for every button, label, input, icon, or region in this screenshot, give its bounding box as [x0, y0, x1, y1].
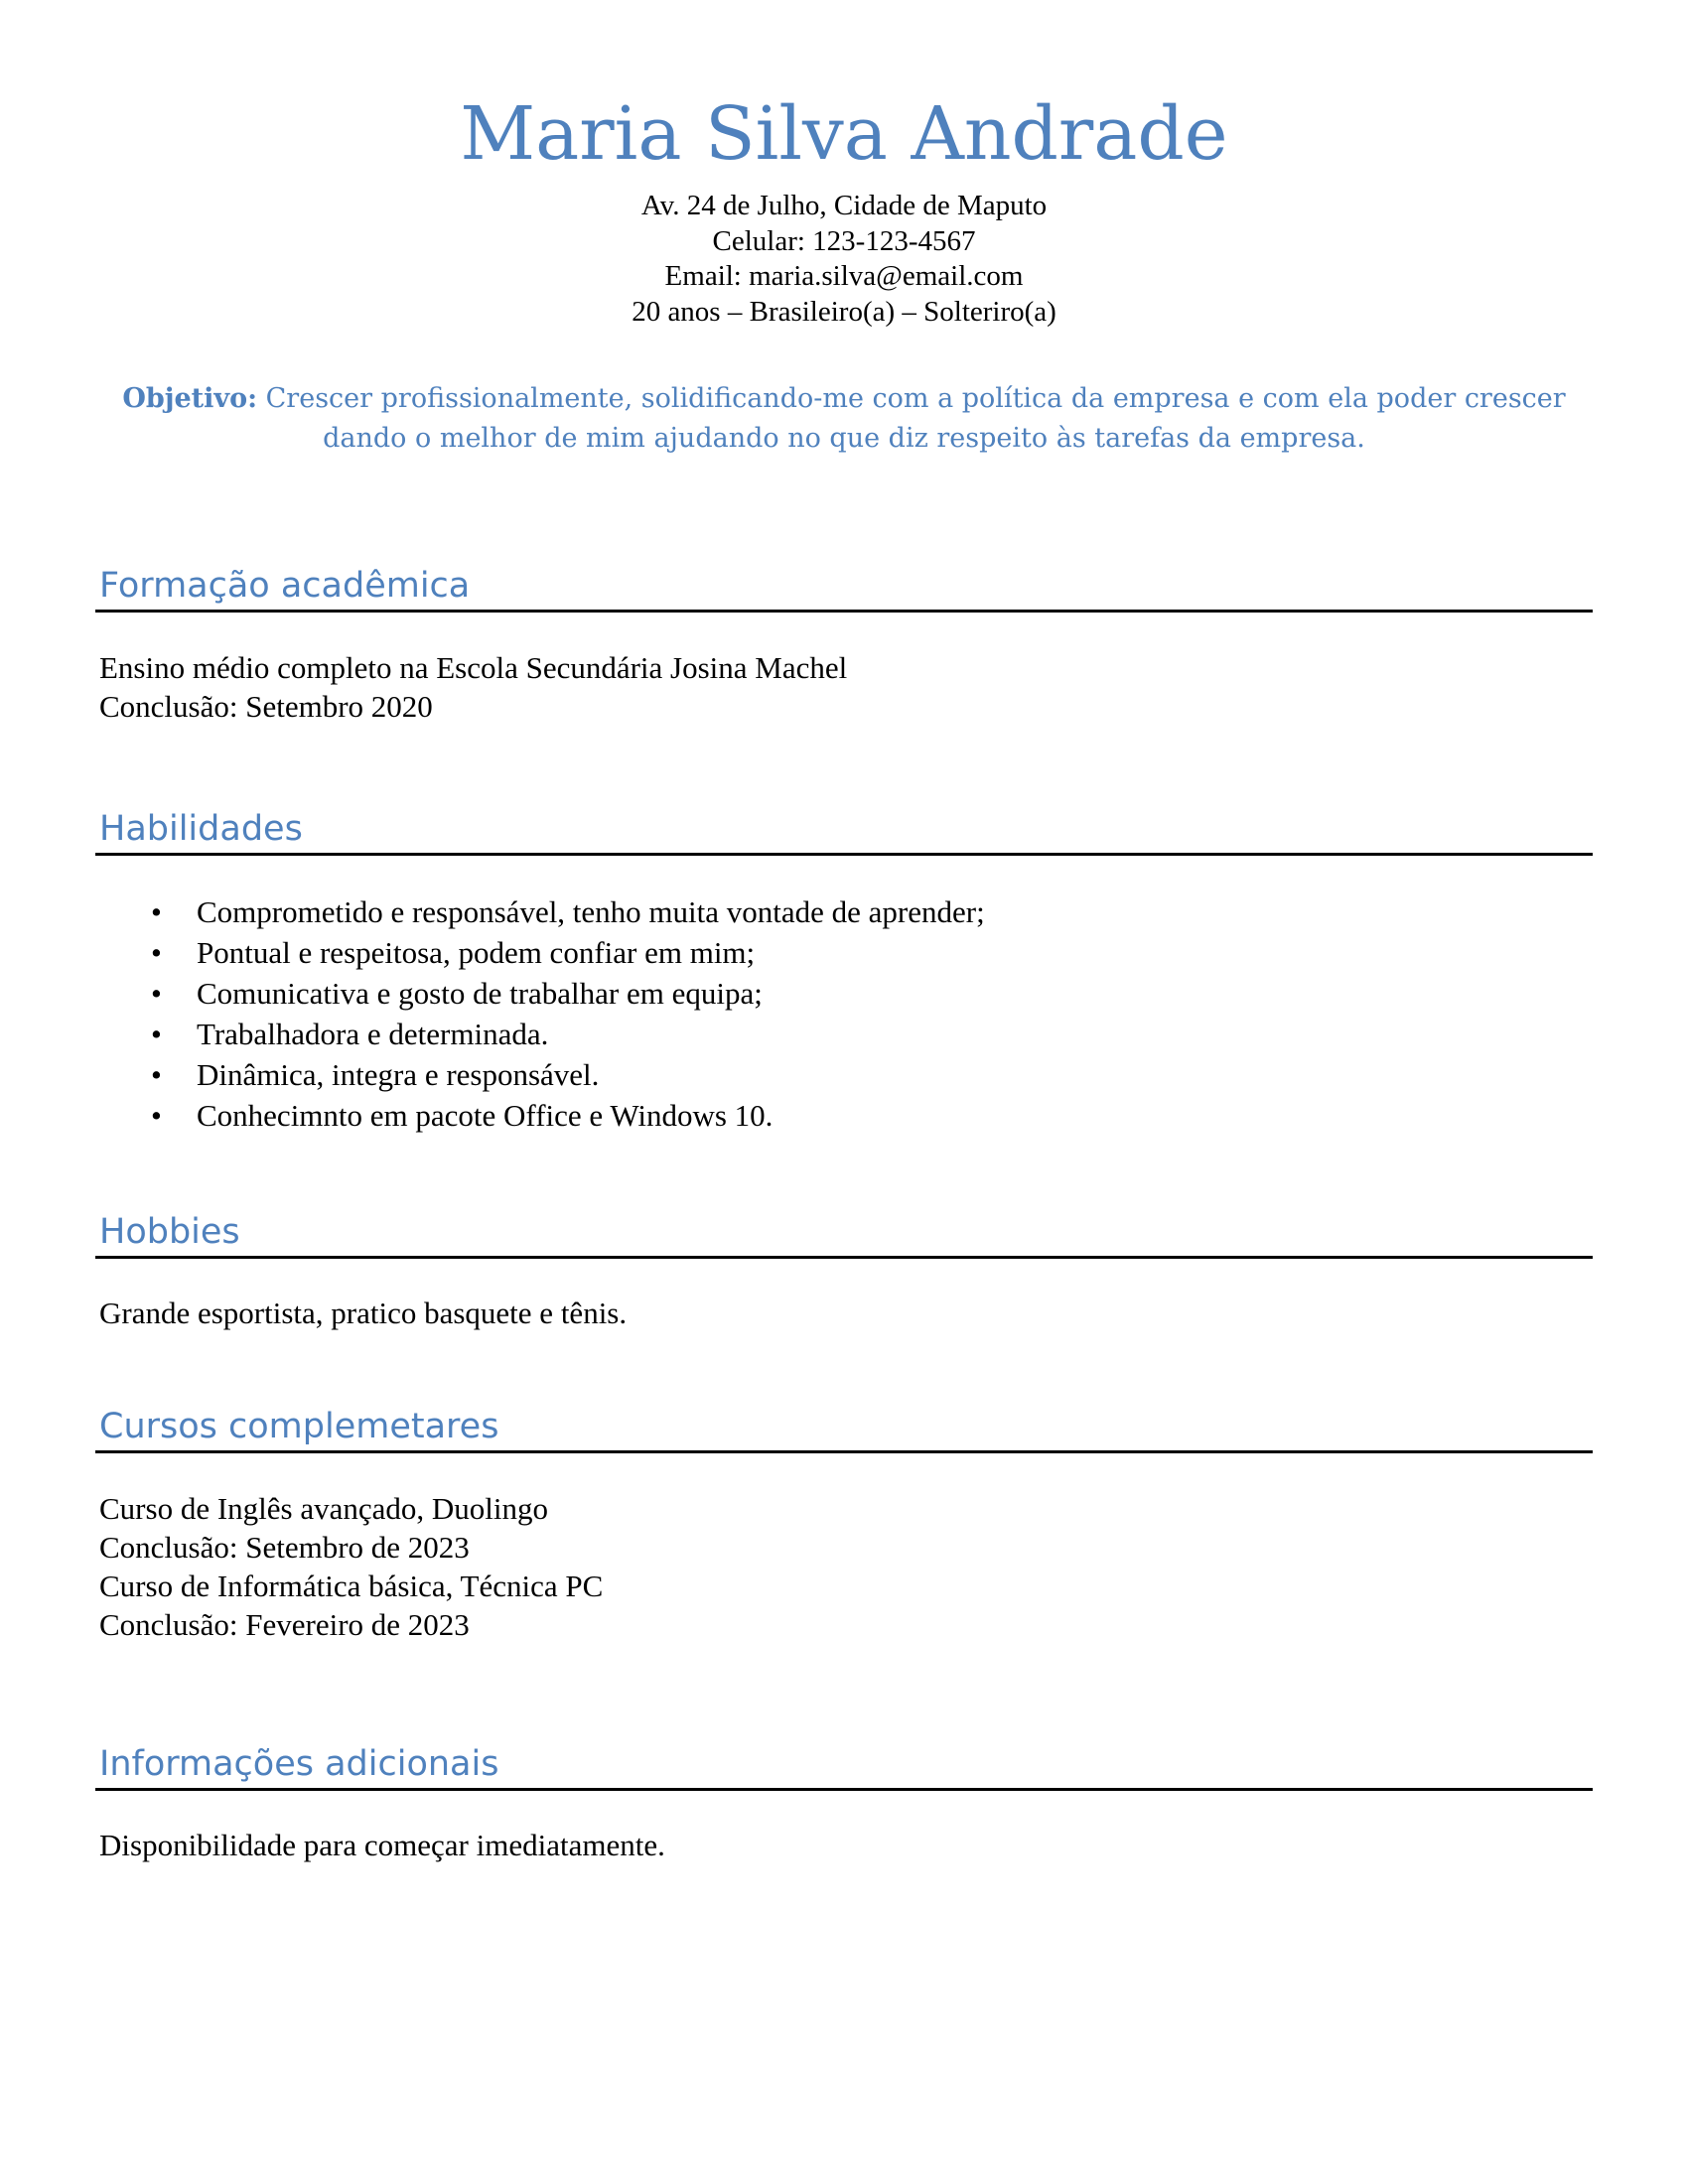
- email-line: Email: maria.silva@email.com: [664, 260, 1024, 292]
- education-line: Ensino médio completo na Escola Secundária Josina Machel: [99, 650, 848, 685]
- bullet-icon: •: [151, 935, 162, 970]
- bullet-icon: •: [151, 1098, 162, 1133]
- section-title-additional: Informações adicionais: [99, 1744, 499, 1784]
- courses-content: [99, 1489, 603, 1644]
- skills-list: [99, 891, 985, 1136]
- education-line: Conclusão: Setembro 2020: [99, 689, 433, 724]
- section-title-skills: Habilidades: [99, 809, 303, 849]
- objective-text: Crescer profissionalmente, solidificando-me com a política da empresa e com ela poder crescer dando o melhor de mim ajudando no que diz respeito às tarefas da empresa.: [257, 383, 1566, 454]
- section-divider: [95, 1450, 1593, 1453]
- section-divider: [95, 1788, 1593, 1791]
- skill-text: Comprometido e responsável, tenho muita vontade de aprender;: [197, 894, 985, 929]
- list-item: [99, 1095, 985, 1136]
- bullet-icon: •: [151, 894, 162, 929]
- section-divider: [95, 853, 1593, 856]
- address-line: Av. 24 de Julho, Cidade de Maputo: [640, 190, 1048, 221]
- objective-paragraph: [99, 379, 1589, 459]
- section-title-hobbies: Hobbies: [99, 1212, 240, 1252]
- education-content: [99, 648, 847, 726]
- bullet-icon: •: [151, 1057, 162, 1092]
- candidate-name: Maria Silva Andrade: [460, 91, 1228, 177]
- list-item: [99, 973, 985, 1014]
- list-item: [99, 891, 985, 932]
- skill-text: Comunicativa e gosto de trabalhar em equipa;: [197, 976, 763, 1011]
- contact-block: [0, 189, 1688, 330]
- hobbies-line: Grande esportista, pratico basquete e tênis.: [99, 1296, 628, 1330]
- course-line: Curso de Inglês avançado, Duolingo: [99, 1491, 548, 1526]
- section-divider: [95, 610, 1593, 613]
- list-item: [99, 1054, 985, 1095]
- skill-text: Conhecimnto em pacote Office e Windows 10.: [197, 1098, 774, 1133]
- list-item: [99, 1014, 985, 1054]
- list-item: [99, 932, 985, 973]
- course-line: Curso de Informática básica, Técnica PC: [99, 1569, 604, 1603]
- section-divider: [95, 1256, 1593, 1259]
- section-title-courses: Cursos complemetares: [99, 1407, 499, 1446]
- section-title-education: Formação acadêmica: [99, 566, 471, 606]
- skill-text: Trabalhadora e determinada.: [197, 1017, 549, 1051]
- hobbies-content: [99, 1294, 627, 1332]
- bullet-icon: •: [151, 1017, 162, 1051]
- skill-text: Dinâmica, integra e responsável.: [197, 1057, 600, 1092]
- phone-line: Celular: 123-123-4567: [712, 224, 976, 257]
- course-line: Conclusão: Setembro de 2023: [99, 1530, 470, 1565]
- skill-text: Pontual e respeitosa, podem confiar em mim;: [197, 935, 756, 970]
- additional-content: [99, 1826, 665, 1864]
- personal-info-line: 20 anos – Brasileiro(a) – Solteriro(a): [632, 295, 1056, 328]
- additional-line: Disponibilidade para começar imediatamente.: [99, 1828, 665, 1862]
- bullet-icon: •: [151, 976, 162, 1011]
- course-line: Conclusão: Fevereiro de 2023: [99, 1607, 470, 1642]
- objective-label: Objetivo:: [122, 383, 258, 414]
